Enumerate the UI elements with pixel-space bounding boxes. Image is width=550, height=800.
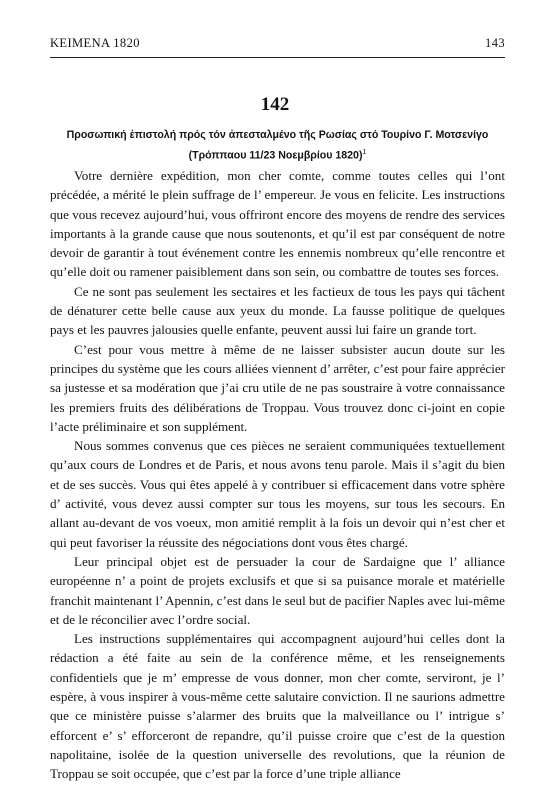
paragraph: C’est pour vous mettre à même de ne laisser subsister aucun doute sur les principes du système que les cours alliées viennent d’ arrêter, c’est pour faire apprécier sa justesse et sa modération que j’ai cru utile de ne pas soustraire à votre connaissance les premiers fruits des délibérations de Troppau. Vous trouvez donc ci-joint en copie l’acte préliminaire et son supplément. <box>50 341 505 434</box>
document-number: 142 <box>260 94 290 115</box>
heading-date: (Τρόππαου 11/23 Νοεμβρίου 1820) <box>188 149 363 162</box>
heading-line-1: Προσωπική ἐπιστολή πρός τόν ἀπεσταλμένο τῆς Ρωσίας στό Τουρίνο Γ. Μοτσενίγο <box>66 129 489 141</box>
heading-line-2 <box>50 144 505 165</box>
footnote-mark: 1 <box>362 149 367 156</box>
paragraph: Leur principal objet est de persuader la cour de Sardaigne que l’ alliance européenne n’ a point de projets exclusifs et que si sa puisance morale et matérielle franchit maintenant l’ Apennin, c’est dans le seul but de pacifier Naples avec lui-même et de le réconcilier avec l’ordre social. <box>50 553 505 627</box>
page-number: 143 <box>485 36 505 50</box>
paragraph: Les instructions supplémentaires qui accompagnent aujourd’hui celles dont la rédaction a été faite au sein de la conférence même, et les renseignements confidentiels que je m’ empresse de vous donner, mon cher comte, serviront, je l’ espère, à vous inspirer à vous-même cette salutaire conviction. Il ne saurions admettre que ce ministère puisse s’alarmer des bruits que la malveillance ou l’ intrigue s’ efforcent e’ s’ efforceront de repandre, qu’il puisse croire que c’est de la question napolitaine, isolée de la question universelle des revolutions, que la réunion de Troppau se soit occupée, que c’est par la force d’une triple alliance <box>50 631 505 782</box>
document-heading <box>50 127 505 165</box>
paragraph: Votre dernière expédition, mon cher comte, comme toutes celles qui l’ont précédée, a mérité le plein suffrage de l’ empereur. Je vous en felicite. Les instructions que vous recevez aujourd’hui, vous offriront encore des moyens de rendre des services importants à la grande cause que nous soutenonts, et qu’il est par conséquent de notre devoir de garantir à tout événement contre les ennemis nombreux qu’elle rencontre et qu’elle doit ou ramener paisiblement dans son sein, ou combattre de toutes ses forces. <box>50 168 505 280</box>
running-head-title: KEIMENA 1820 <box>50 36 140 50</box>
header-rule <box>50 57 505 58</box>
paragraph: Ce ne sont pas seulement les sectaires et les factieux de tous les pays qui tâchent de dénaturer cette belle cause aux yeux du monde. La fausse politique de quelques pays et les pauvres jalousies quelle enfante, peuvent aussi lui faire un grande tort. <box>50 283 505 338</box>
paragraph: Nous sommes convenus que ces pièces ne seraient communiquées textuellement qu’aux cours de Londres et de Paris, et nous avons tenu parole. Mais il s’agit du bien et de ses succès. Vous qui êtes appelé à y contribuer si efficacement dans votre sphère d’ activité, vous devez aussi compter sur tous les moyens, sur tous les secours. En allant au-devant de vos voeux, mon amitié remplit à la fois un devoir qui n’est cher et qui peut favoriser la réussite des négociations dont vous êtes chargé. <box>50 438 505 550</box>
letter-body <box>50 166 505 784</box>
